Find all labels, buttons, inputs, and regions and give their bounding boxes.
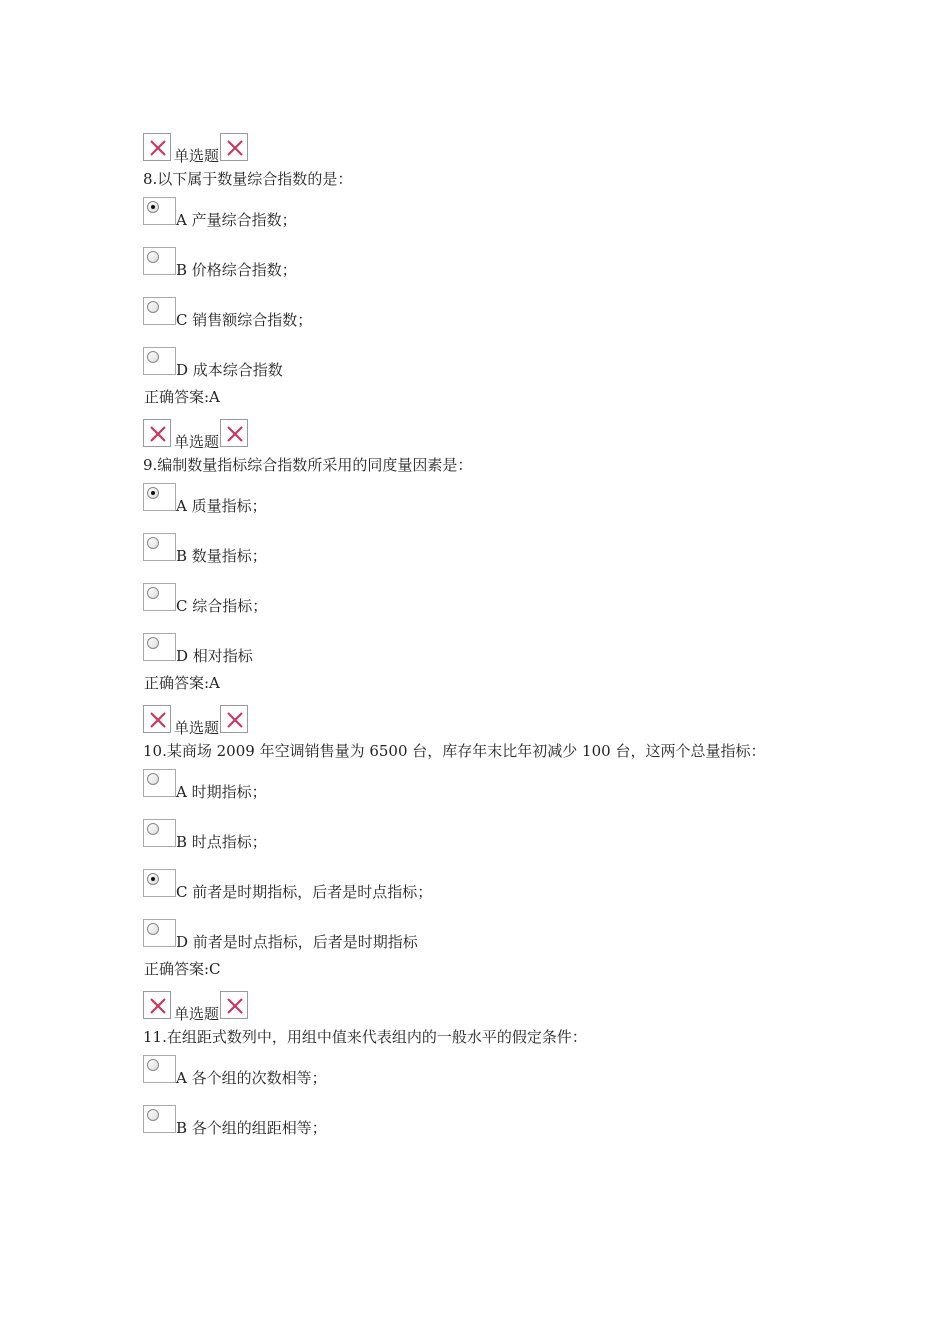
question-type-row	[143, 133, 923, 167]
option-row[interactable]	[143, 247, 923, 297]
broken-image-icon	[149, 711, 167, 729]
radio-icon	[147, 351, 159, 363]
option-label: C 综合指标；	[176, 597, 268, 615]
broken-image-icon	[149, 997, 167, 1015]
radio-icon	[147, 587, 159, 599]
option-label: D 成本综合指数	[176, 361, 283, 379]
option-label: B 价格综合指数；	[176, 261, 297, 279]
option-label: A 质量指标；	[176, 497, 267, 515]
option-row[interactable]	[143, 297, 923, 347]
broken-image-icon	[226, 425, 244, 443]
question-stem: 8.以下属于数量综合指数的是：	[143, 170, 353, 188]
broken-image-left	[143, 133, 171, 161]
radio-icon	[147, 251, 159, 263]
question-block	[143, 133, 923, 407]
option-row[interactable]	[143, 1055, 923, 1105]
question-type-label: 单选题	[174, 1005, 220, 1023]
radio-button[interactable]	[143, 197, 176, 225]
radio-icon	[147, 923, 159, 935]
question-block	[143, 419, 923, 693]
broken-image-left	[143, 991, 171, 1019]
radio-icon	[147, 201, 159, 213]
broken-image-icon	[149, 425, 167, 443]
radio-icon	[147, 1059, 159, 1071]
question-stem: 9.编制数量指标综合指数所采用的同度量因素是：	[143, 456, 473, 474]
radio-icon	[147, 301, 159, 313]
correct-answer: 正确答案:C	[144, 960, 221, 978]
broken-image-left	[143, 705, 171, 733]
option-label: A 各个组的次数相等；	[176, 1069, 327, 1087]
radio-button[interactable]	[143, 347, 176, 375]
option-row[interactable]	[143, 583, 923, 633]
option-row[interactable]	[143, 769, 923, 819]
radio-icon	[147, 487, 159, 499]
option-row[interactable]	[143, 1105, 923, 1155]
option-row[interactable]	[143, 919, 923, 969]
question-stem: 10.某商场 2009 年空调销售量为 6500 台，库存年末比年初减少 100 台，这两个总量指标：	[143, 742, 766, 760]
option-row[interactable]	[143, 869, 923, 919]
question-type-label: 单选题	[174, 719, 220, 737]
radio-button[interactable]	[143, 247, 176, 275]
broken-image-right	[220, 419, 248, 447]
option-label: A 产量综合指数；	[176, 211, 297, 229]
option-label: B 各个组的组距相等；	[176, 1119, 327, 1137]
radio-icon	[147, 537, 159, 549]
question-type-row	[143, 419, 923, 453]
question-type-label: 单选题	[174, 147, 220, 165]
radio-button[interactable]	[143, 919, 176, 947]
option-row[interactable]	[143, 483, 923, 533]
option-label: B 数量指标；	[176, 547, 267, 565]
broken-image-icon	[149, 139, 167, 157]
correct-answer: 正确答案:A	[144, 674, 220, 692]
option-row[interactable]	[143, 197, 923, 247]
question-block	[143, 991, 923, 1155]
question-type-row	[143, 991, 923, 1025]
radio-icon	[147, 773, 159, 785]
radio-button[interactable]	[143, 483, 176, 511]
question-stem: 11.在组距式数列中，用组中值来代表组内的一般水平的假定条件：	[143, 1028, 587, 1046]
broken-image-icon	[226, 139, 244, 157]
broken-image-icon	[226, 711, 244, 729]
radio-icon	[147, 1109, 159, 1121]
radio-icon	[147, 637, 159, 649]
option-row[interactable]	[143, 633, 923, 683]
option-label: D 相对指标	[176, 647, 253, 665]
radio-button[interactable]	[143, 869, 176, 897]
broken-image-right	[220, 133, 248, 161]
radio-icon	[147, 873, 159, 885]
question-type-row	[143, 705, 923, 739]
question-type-label: 单选题	[174, 433, 220, 451]
radio-button[interactable]	[143, 297, 176, 325]
option-row[interactable]	[143, 819, 923, 869]
radio-icon	[147, 823, 159, 835]
question-block	[143, 705, 923, 979]
broken-image-left	[143, 419, 171, 447]
option-label: C 前者是时期指标，后者是时点指标；	[176, 883, 433, 901]
option-label: B 时点指标；	[176, 833, 267, 851]
option-label: D 前者是时点指标，后者是时期指标	[176, 933, 418, 951]
radio-button[interactable]	[143, 633, 176, 661]
option-label: C 销售额综合指数；	[176, 311, 313, 329]
correct-answer: 正确答案:A	[144, 388, 220, 406]
radio-button[interactable]	[143, 583, 176, 611]
option-row[interactable]	[143, 533, 923, 583]
radio-button[interactable]	[143, 769, 176, 797]
option-row[interactable]	[143, 347, 923, 397]
radio-button[interactable]	[143, 819, 176, 847]
question-list	[143, 133, 923, 1155]
option-label: A 时期指标；	[176, 783, 267, 801]
broken-image-icon	[226, 997, 244, 1015]
broken-image-right	[220, 991, 248, 1019]
broken-image-right	[220, 705, 248, 733]
radio-button[interactable]	[143, 533, 176, 561]
radio-button[interactable]	[143, 1055, 176, 1083]
radio-button[interactable]	[143, 1105, 176, 1133]
